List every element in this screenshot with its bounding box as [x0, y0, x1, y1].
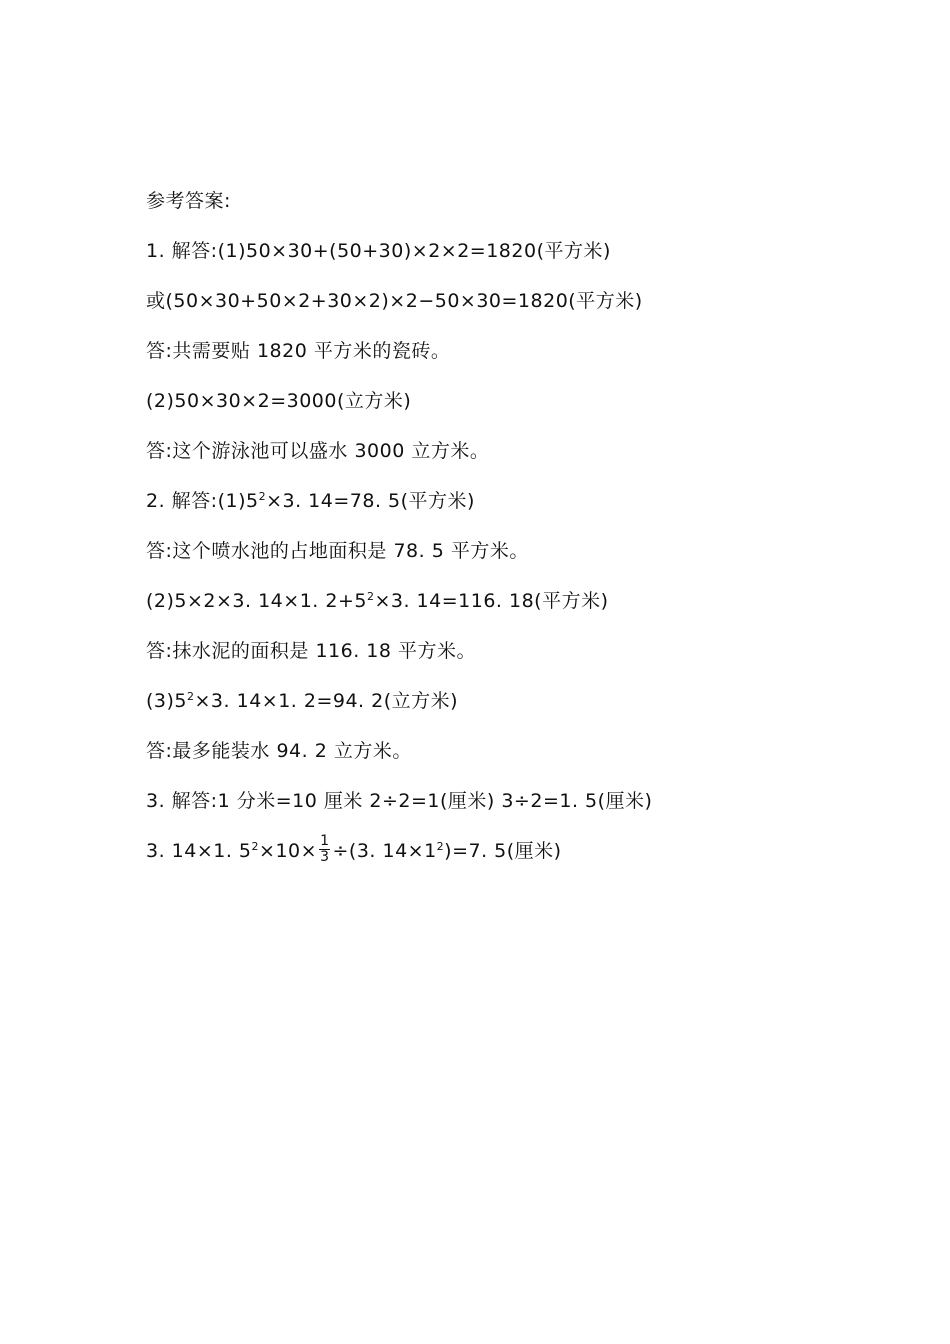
- fraction-numerator: 1: [320, 833, 330, 849]
- q2-part3-answer-line: 答:最多能装水 94. 2 立方米。: [146, 740, 412, 762]
- q2-line5-exponent: 2: [187, 690, 195, 703]
- q3-line2-text-c: ÷(3. 14×1: [332, 840, 437, 862]
- q2-part3-line: [146, 686, 846, 736]
- q3-line2-text-a: 3. 14×1. 5: [146, 840, 252, 862]
- q2-part2-answer-line: 答:抹水泥的面积是 116. 18 平方米。: [146, 640, 477, 662]
- q3-solution-line: 3. 解答:1 分米=10 厘米 2÷2=1(厘米) 3÷2=1. 5(厘米): [146, 790, 653, 812]
- q3-formula-line: [146, 833, 846, 886]
- q2-line3-text-a: (2)5×2×3. 14×1. 2+5: [146, 590, 367, 612]
- q1-part2-answer-line: 答:这个游泳池可以盛水 3000 立方米。: [146, 440, 490, 462]
- q3-line2-exponent-2: 2: [436, 840, 445, 853]
- q1-solution-line: 1. 解答:(1)50×30+(50+30)×2×2=1820(平方米): [146, 240, 611, 262]
- q1-part2-line: (2)50×30×2=3000(立方米): [146, 390, 412, 412]
- q1-answer-line: 答:共需要贴 1820 平方米的瓷砖。: [146, 340, 451, 362]
- q2-line5-text-b: ×3. 14×1. 2=94. 2(立方米): [194, 690, 459, 712]
- one-third-fraction: [319, 834, 330, 865]
- q3-line2-text-d: )=7. 5(厘米): [444, 840, 562, 862]
- q1-alternative-line: 或(50×30+50×2+30×2)×2−50×30=1820(平方米): [146, 290, 643, 312]
- q2-line5-text-a: (3)5: [146, 690, 188, 712]
- q2-line3-exponent: 2: [366, 590, 375, 603]
- fraction-denominator: 3: [320, 849, 330, 865]
- answers-heading: 参考答案:: [146, 190, 231, 212]
- q3-line2-exponent-1: 2: [251, 840, 260, 853]
- answer-content: [146, 186, 846, 886]
- q2-part2-line: [146, 586, 846, 636]
- q2-line1-text-a: 2. 解答:(1)5: [146, 490, 259, 512]
- q2-line1-exponent: 2: [258, 490, 267, 503]
- q3-line2-text-b: ×10×: [259, 840, 318, 862]
- q2-solution-line: [146, 486, 846, 536]
- q2-line3-text-b: ×3. 14=116. 18(平方米): [374, 590, 609, 612]
- q2-answer-line: 答:这个喷水池的占地面积是 78. 5 平方米。: [146, 540, 529, 562]
- q2-line1-text-b: ×3. 14=78. 5(平方米): [266, 490, 475, 512]
